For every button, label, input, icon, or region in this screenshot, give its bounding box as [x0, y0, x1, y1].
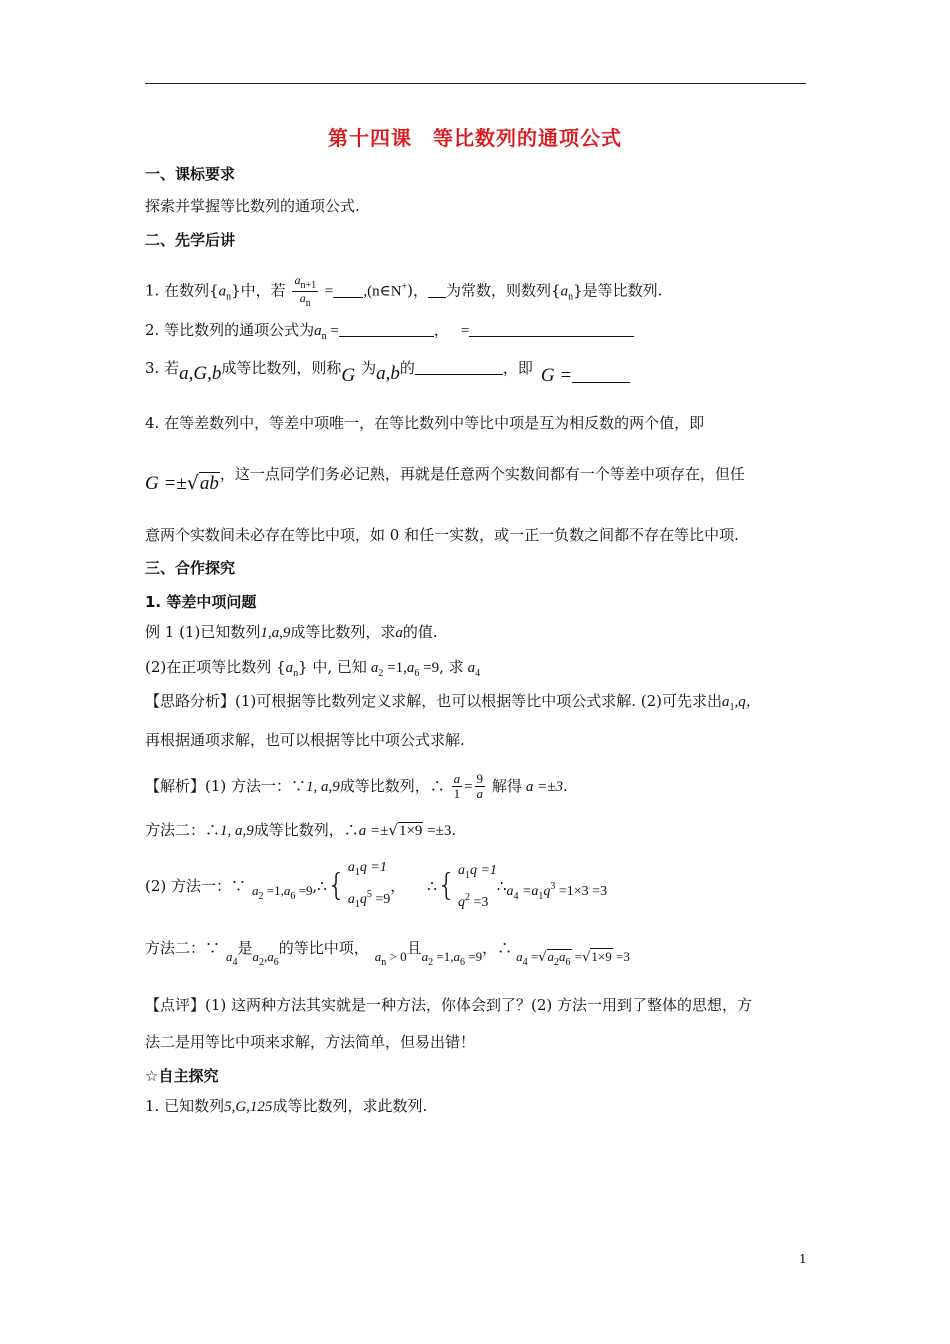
- section2-heading: 二、先学后讲: [145, 231, 236, 249]
- equation-system-2: { $a_1q =1$ $q^2 =3$: [436, 862, 497, 910]
- example1-part1: 例 1 (1)已知数列1,a,9成等比数列，求a的值.: [145, 623, 438, 641]
- item4-line3: 意两个实数间未必存在等比中项，如 0 和任一实数，或一正一负数之间都不存在等比中项.: [145, 526, 739, 544]
- header-rule: [145, 83, 806, 84]
- blank-ratio: [333, 283, 363, 298]
- analysis-line1: 【思路分析】(1)可根据等比数列定义求解，也可以根据等比中项公式求解. (2)可先求出$a_1,q$，: [145, 692, 761, 713]
- solution-part2-method2: 方法二：∵ $a_4$是$a_2,a_6$的等比中项， $a_n > 0$且$a_2 =1,a_6 =9$，∴ $a_4 =√a_2a_6 =√1\times 9 =3$: [145, 939, 630, 968]
- analysis-line2: 再根据通项求解，也可以根据等比中项公式求解.: [145, 731, 465, 749]
- section1-text: 探索并掌握等比数列的通项公式.: [145, 197, 360, 215]
- page-number: 1: [799, 1252, 807, 1266]
- comment-line1: 【点评】(1) 这两种方法其实就是一种方法，你体会到了？(2) 方法一用到了整体的思想，方: [145, 996, 753, 1014]
- item1: 1. 在数列$\{a_n\}$中，若 $\frac{a_{n+1}}{a_n}$ = ,(n∈N+)， 为常数，则数列$\{a_n\}$是等比数列.: [145, 273, 663, 309]
- blank-formula1: [339, 322, 434, 337]
- item3: 3. 若a,G,b成等比数列，则称G 为a,b的 ，即 G =: [145, 358, 630, 386]
- solution-part2-method1: (2) 方法一：∵ $a_2 =1,a_6 =9$ ,∴ { $a_1q =1$ $a_1q^5 =9$ ， ∴ { $a_1q =1$ $q^2 =3$ ∴ $a_4 =a_1q^3 =1\times 3 =3$: [145, 864, 607, 908]
- blank-formula2: [469, 322, 634, 337]
- solution-method1: 【解析】(1) 方法一：∵1, a,9成等比数列，∴ $\frac{a}{1}$ = $\frac{9}{a}$ 解得 a =±3.: [145, 771, 568, 802]
- ratio-fraction: $\frac{a_{n+1}}{a_n}$: [294, 273, 317, 309]
- section1-heading: 一、课标要求: [145, 165, 236, 183]
- blank-constant: [428, 283, 446, 298]
- self-question1: 1. 已知数列5,G,125成等比数列，求此数列.: [145, 1097, 428, 1115]
- blank-term: [415, 360, 503, 375]
- item4-line2: G =±√ab，这一点同学们务必记熟，再就是任意两个实数间都有一个等差中项存在，但任: [145, 465, 745, 494]
- subsection-heading: 1. 等差中项问题: [145, 593, 257, 611]
- example1-part2: (2)在正项等比数列 $\{a_n\}$ 中, 已知 $a_2 =1,a_6 =9$, 求 $a_4$: [145, 658, 481, 679]
- self-study-heading: ☆自主探究: [145, 1067, 219, 1085]
- equation-system-1: { $a_1q =1$ $a_1q^5 =9$: [326, 860, 391, 910]
- item2: 2. 等比数列的通项公式为$a_n$ = ， =: [145, 320, 634, 347]
- item4-line1: 4. 在等差数列中，等差中项唯一，在等比数列中等比中项是互为相反数的两个值，即: [145, 414, 705, 432]
- section3-heading: 三、合作探究: [145, 559, 236, 577]
- solution-method2: 方法二：∴1, a,9成等比数列，∴a =±√1×9 =±3.: [145, 821, 457, 839]
- lesson-title: 第十四课 等比数列的通项公式: [328, 126, 622, 150]
- blank-g: [572, 368, 630, 383]
- comment-line2: 法二是用等比中项来求解，方法简单，但易出错！: [145, 1033, 476, 1051]
